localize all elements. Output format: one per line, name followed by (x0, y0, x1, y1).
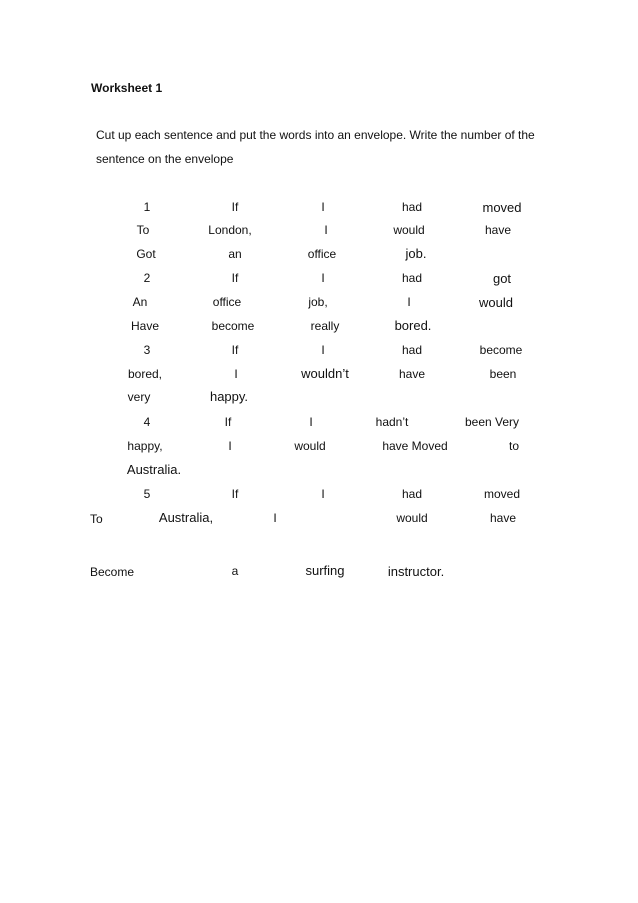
word-cell: have Moved (382, 439, 448, 453)
word-cell: Have (130, 319, 160, 333)
word-cell: would (294, 439, 326, 453)
word-cell: If (224, 415, 232, 429)
word-cell: have (489, 511, 517, 525)
word-cell: I (321, 343, 325, 357)
word-cell: 1 (143, 200, 151, 214)
word-cell: been (489, 367, 517, 381)
word-cell: I (309, 415, 313, 429)
word-cell: Australia. (126, 462, 182, 477)
word-cell: bored. (394, 318, 432, 333)
instructions-line-2: sentence on the envelope (96, 152, 234, 166)
word-cell: happy, (127, 439, 163, 453)
word-cell: 4 (143, 415, 151, 429)
word-cell: would (479, 295, 513, 310)
word-cell: bored, (127, 367, 163, 381)
word-cell: would (396, 511, 428, 525)
word-cell: I (321, 487, 325, 501)
word-cell: An (132, 295, 148, 309)
word-cell: become (211, 319, 255, 333)
word-cell: If (231, 200, 239, 214)
instructions-line-1: Cut up each sentence and put the words into an envelope. Write the number of the (96, 128, 535, 142)
word-cell: 5 (143, 487, 151, 501)
word-cell: moved (482, 200, 522, 215)
word-cell: had (401, 487, 423, 501)
word-cell: a (231, 564, 239, 578)
word-cell: would (393, 223, 425, 237)
word-cell: to (508, 439, 520, 453)
word-cell: office (307, 247, 337, 261)
word-cell: I (407, 295, 411, 309)
word-cell: very (127, 390, 151, 404)
word-cell: become (479, 343, 523, 357)
word-cell: I (321, 271, 325, 285)
word-cell: wouldn’t (301, 366, 349, 381)
word-cell: job, (308, 295, 328, 309)
word-cell: London, (208, 223, 252, 237)
word-cell: I (273, 511, 277, 525)
word-cell: 2 (143, 271, 151, 285)
word-cell: Australia, (158, 510, 214, 525)
word-cell: To (90, 512, 103, 526)
word-cell: If (231, 487, 239, 501)
word-cell: got (492, 271, 512, 286)
word-cell: had (401, 271, 423, 285)
word-cell: really (310, 319, 340, 333)
word-cell: If (231, 343, 239, 357)
word-cell: moved (483, 487, 521, 501)
word-cell: an (228, 247, 242, 261)
worksheet-title: Worksheet 1 (91, 81, 163, 95)
word-cell: Got (136, 247, 156, 261)
word-cell: had (401, 200, 423, 214)
word-cell: I (324, 223, 328, 237)
word-cell: hadn’t (375, 415, 409, 429)
word-cell: Become (90, 565, 135, 579)
word-cell: I (321, 200, 325, 214)
word-cell: I (228, 439, 232, 453)
word-cell: To (136, 223, 150, 237)
word-cell: surfing (305, 563, 345, 578)
word-cell: I (234, 367, 238, 381)
word-cell: 3 (143, 343, 151, 357)
word-cell: instructor. (387, 564, 445, 579)
word-cell: have (484, 223, 512, 237)
word-cell: been Very (464, 415, 520, 429)
word-cell: office (212, 295, 242, 309)
word-cell: happy. (209, 389, 249, 404)
word-cell: job. (405, 246, 427, 261)
word-cell: If (231, 271, 239, 285)
word-cell: have (398, 367, 426, 381)
word-cell: had (401, 343, 423, 357)
